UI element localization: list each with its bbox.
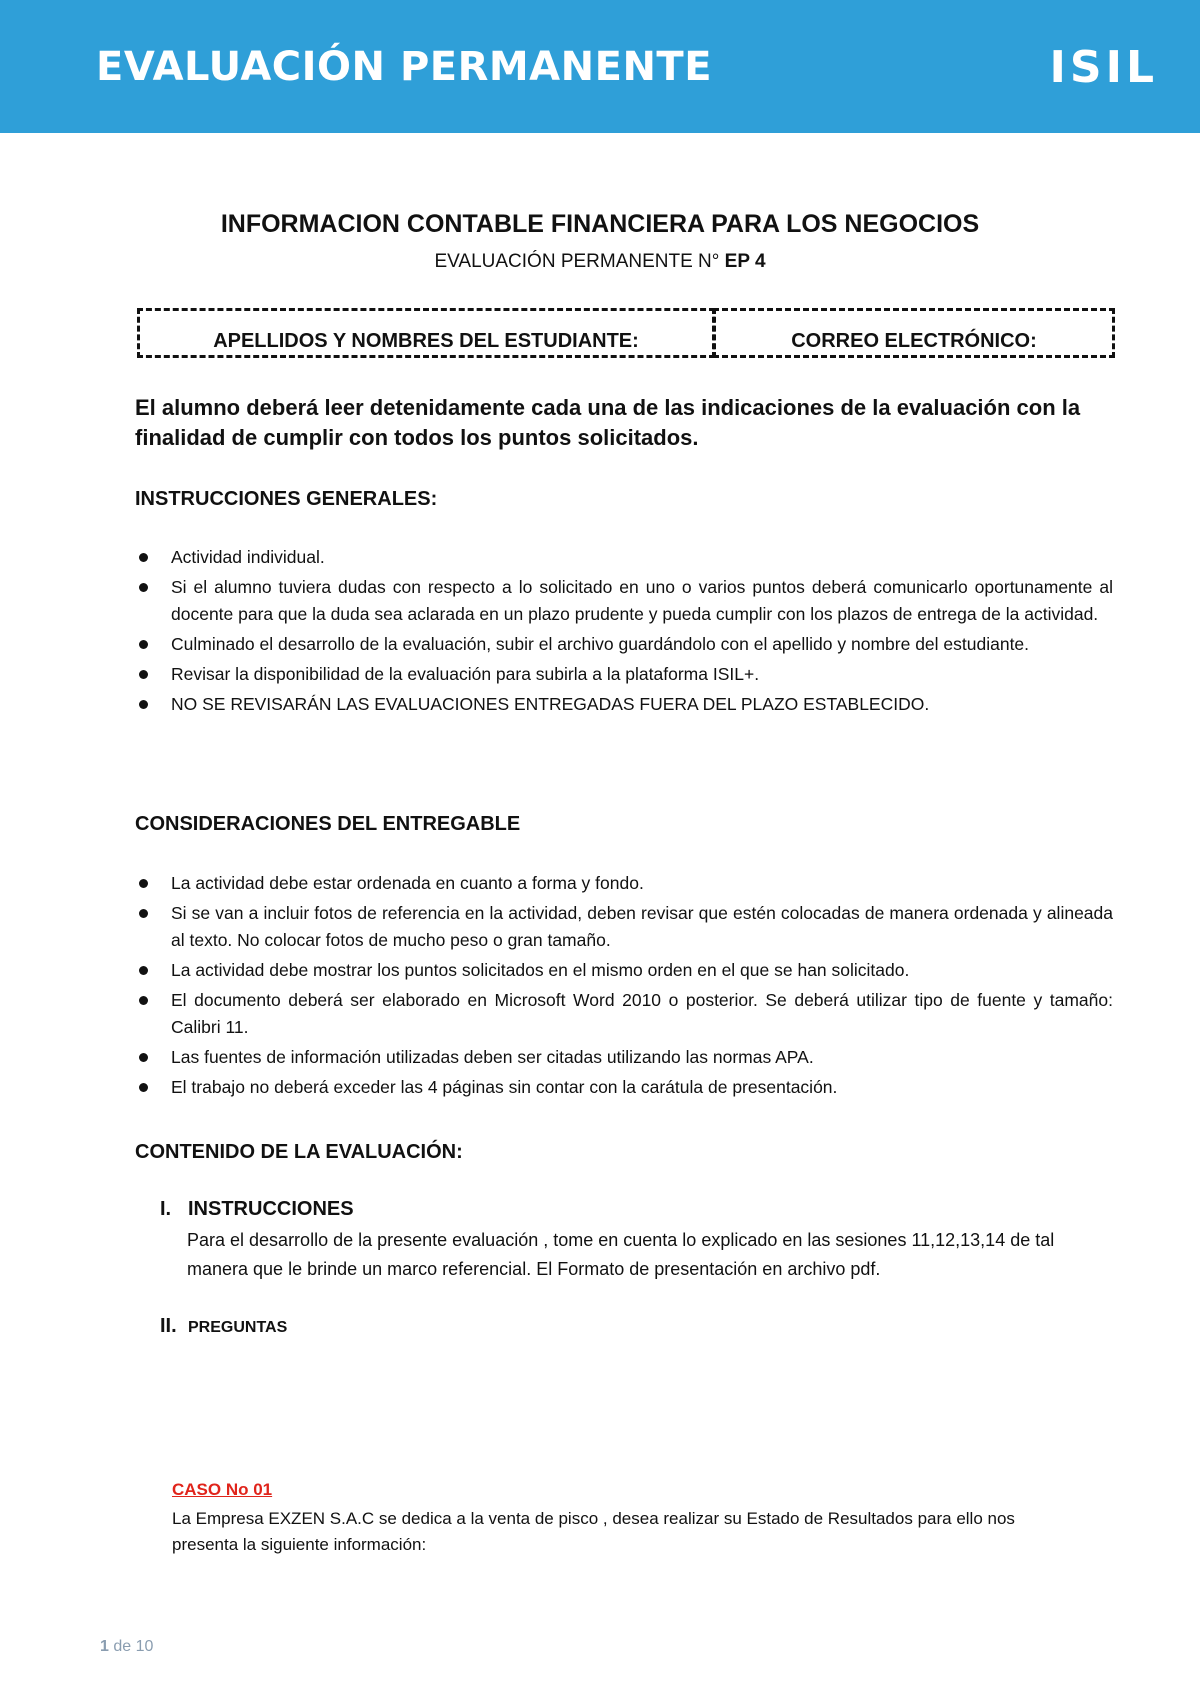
section-instrucciones xyxy=(160,1198,354,1221)
header-banner xyxy=(0,0,1200,133)
list-item: El trabajo no deberá exceder las 4 páginas sin contar con la carátula de presentación. xyxy=(135,1074,1113,1101)
instrucciones-text: Para el desarrollo de la presente evaluación , tome en cuenta lo explicado en las sesiones 11,12,13,14 de tal manera que le brinde un marco referencial. El Formato de presentación en archivo pdf. xyxy=(187,1230,1055,1279)
content-heading: CONTENIDO DE LA EVALUACIÓN: xyxy=(135,1141,463,1163)
email-field: CORREO ELECTRÓNICO: xyxy=(713,308,1115,358)
list-item: Si el alumno tuviera dudas con respecto a lo solicitado en uno o varios puntos deberá comunicarlo oportunamente al docente para que la duda sea aclarada en un plazo prudente y pueda cumplir con los plazos de entrega de la actividad. xyxy=(135,574,1113,628)
document-title: INFORMACION CONTABLE FINANCIERA PARA LOS NEGOCIOS xyxy=(220,210,980,238)
general-instructions-list xyxy=(135,544,1113,721)
caso-title: CASO No 01 xyxy=(172,1480,273,1499)
page-footer xyxy=(100,1638,153,1656)
list-item: Revisar la disponibilidad de la evaluación para subirla a la plataforma ISIL+. xyxy=(135,661,1113,688)
section-preguntas xyxy=(160,1315,287,1338)
section-number: II. xyxy=(160,1315,177,1337)
deliverable-heading: CONSIDERACIONES DEL ENTREGABLE xyxy=(135,813,521,835)
deliverable-list xyxy=(135,870,1113,1104)
list-item: La actividad debe estar ordenada en cuanto a forma y fondo. xyxy=(135,870,1113,897)
list-item: Actividad individual. xyxy=(135,544,1113,571)
list-item: Las fuentes de información utilizadas deben ser citadas utilizando las normas APA. xyxy=(135,1044,1113,1071)
list-item: NO SE REVISARÁN LAS EVALUACIONES ENTREGADAS FUERA DEL PLAZO ESTABLECIDO. xyxy=(135,691,1113,718)
subtitle-code: EP 4 xyxy=(724,251,766,272)
banner-title: EVALUACIÓN PERMANENTE xyxy=(96,44,713,90)
section-title: INSTRUCCIONES xyxy=(188,1198,354,1220)
page-number: 1 xyxy=(100,1638,109,1655)
document-subtitle xyxy=(0,251,1200,273)
list-item: El documento deberá ser elaborado en Microsoft Word 2010 o posterior. Se deberá utilizar tipo de fuente y tamaño: Calibri 11. xyxy=(135,987,1113,1041)
student-name-field: APELLIDOS Y NOMBRES DEL ESTUDIANTE: xyxy=(137,308,715,358)
section-title: PREGUNTAS xyxy=(188,1319,288,1336)
subtitle-prefix: EVALUACIÓN PERMANENTE N° xyxy=(434,251,725,272)
list-item: Culminado el desarrollo de la evaluación, subir el archivo guardándolo con el apellido y nombre del estudiante. xyxy=(135,631,1113,658)
list-item: Si se van a incluir fotos de referencia en la actividad, deben revisar que estén colocadas de manera ordenada y alineada al texto. No colocar fotos de mucho peso o gran tamaño. xyxy=(135,900,1113,954)
list-item: La actividad debe mostrar los puntos solicitados en el mismo orden en el que se han solicitado. xyxy=(135,957,1113,984)
section-number: I. xyxy=(160,1198,172,1220)
isil-logo: ISIL xyxy=(1049,42,1158,93)
caso-text: La Empresa EXZEN S.A.C se dedica a la venta de pisco , desea realizar su Estado de Resultados para ello nos presenta la siguiente información: xyxy=(172,1509,1015,1554)
page-total: de 10 xyxy=(108,1638,154,1655)
general-instructions-heading: INSTRUCCIONES GENERALES: xyxy=(135,488,438,510)
intro-text: El alumno deberá leer detenidamente cada una de las indicaciones de la evaluación con la finalidad de cumplir con todos los puntos solicitados. xyxy=(135,395,1081,450)
